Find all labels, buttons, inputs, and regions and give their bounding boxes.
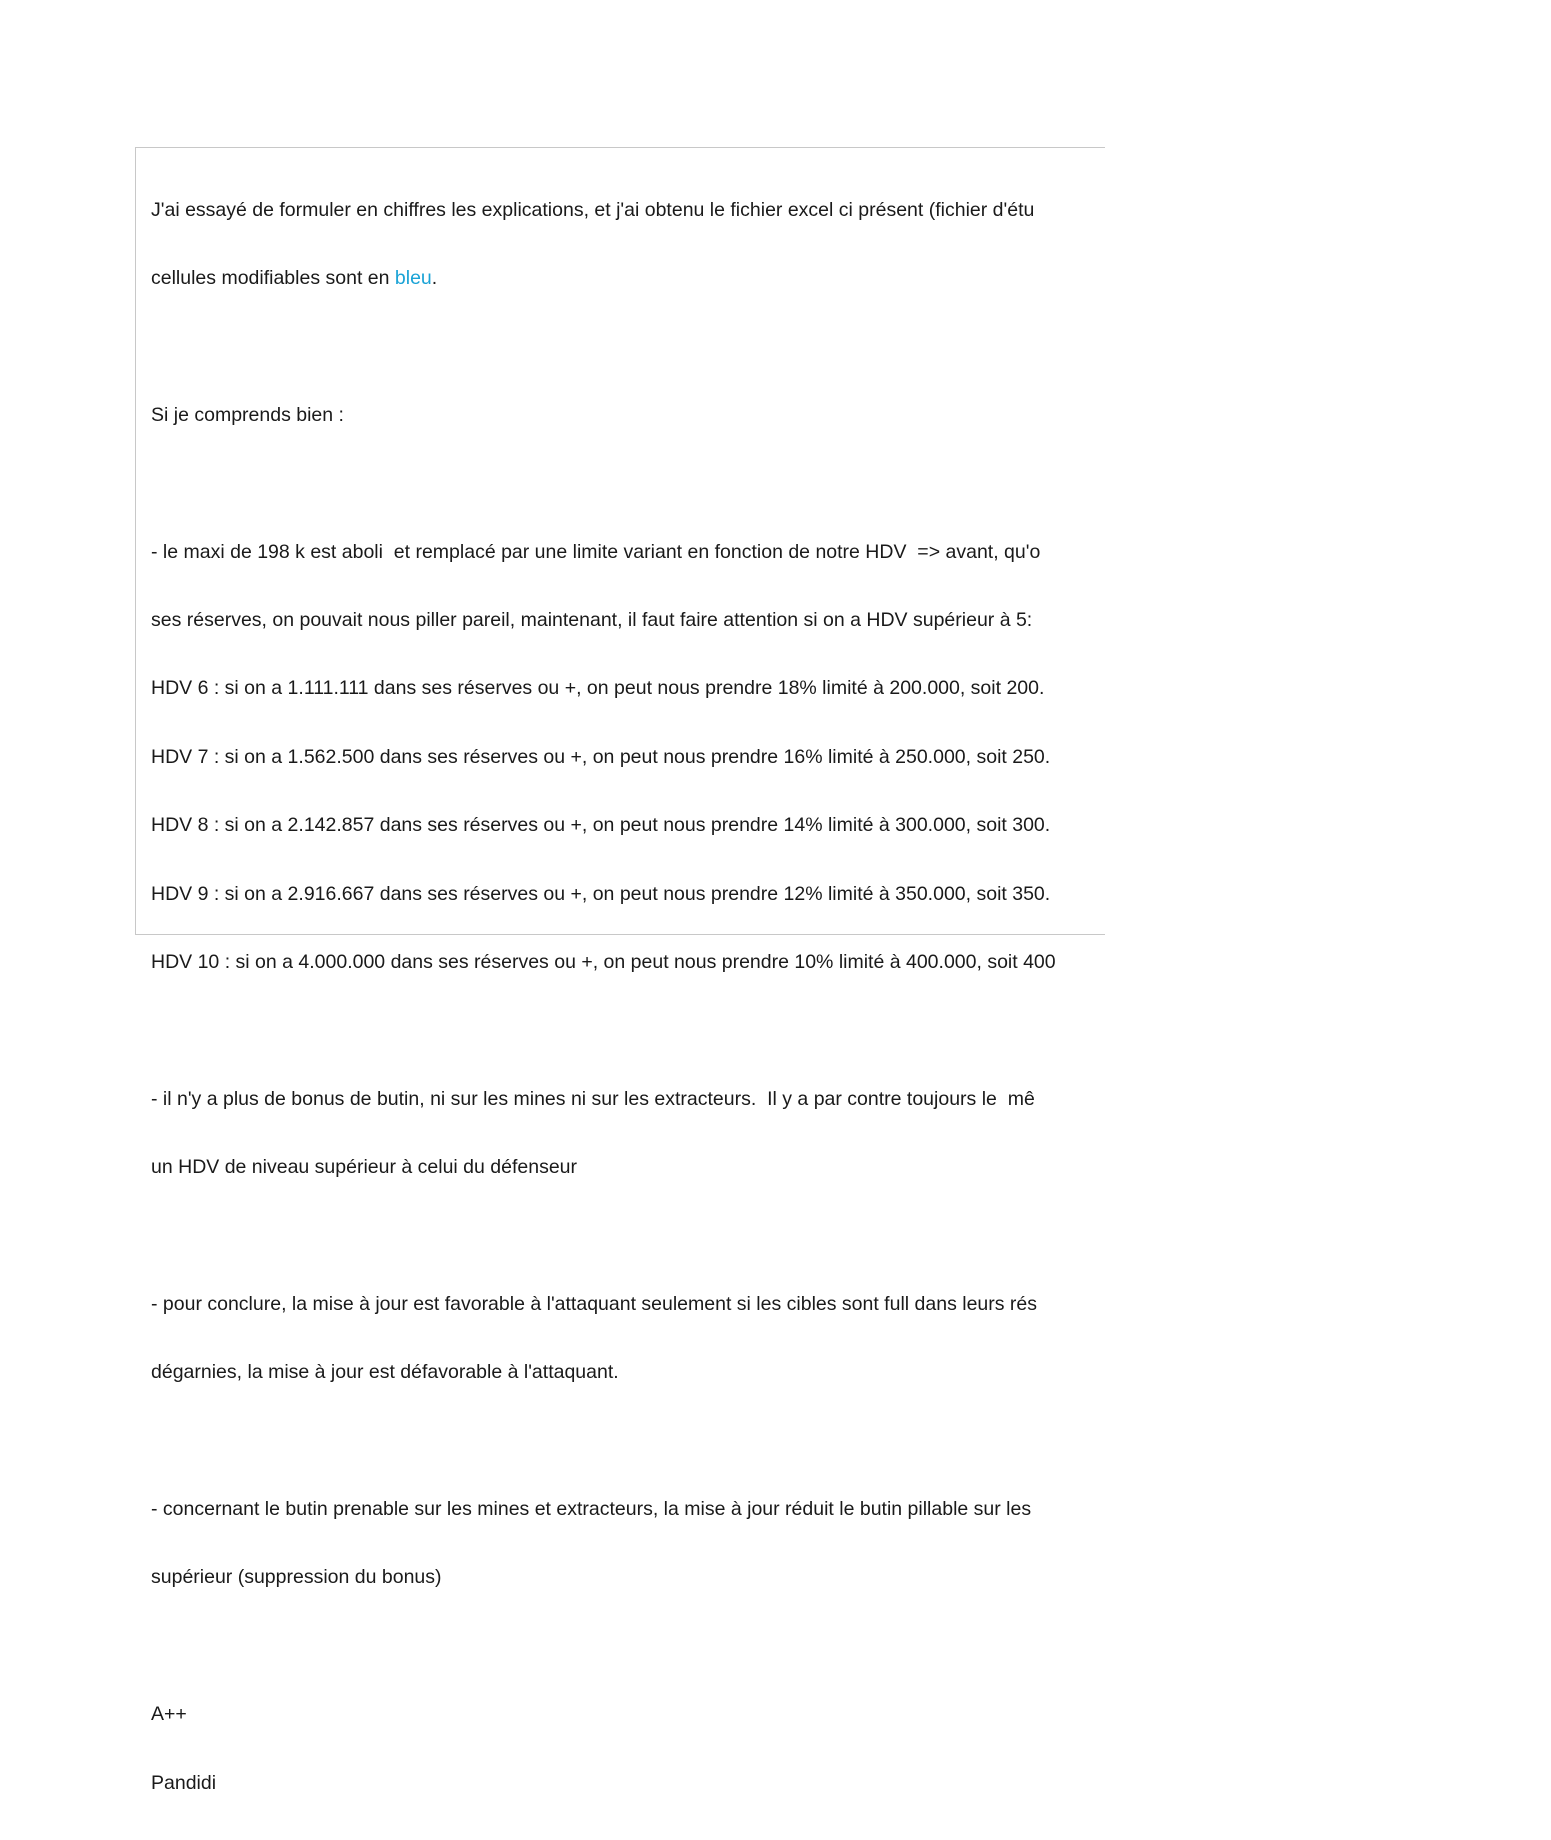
blank-line [151,1224,1551,1247]
paragraph-line: - concernant le butin prenable sur les mines et extracteurs, la mise à jour réduit le butin pillable sur les [151,1498,1032,1521]
blank-line [151,1635,1551,1658]
paragraph-line: - il n'y a plus de bonus de butin, ni sur les mines ni sur les extracteurs. Il y a par contre toujours le mê [151,1087,1035,1110]
paragraph-line: ses réserves, on pouvait nous piller pareil, maintenant, il faut faire attention si on a HDV supérieur à 5: [151,608,1033,631]
paragraph-line: J'ai essayé de formuler en chiffres les explications, et j'ai obtenu le fichier excel ci présent (fichier d'étu [151,198,1035,221]
signature-line: A++ [151,1703,187,1726]
hdv-line: HDV 8 : si on a 2.142.857 dans ses réserves ou +, on peut nous prendre 14% limité à 300.000, soit 300. [151,814,1051,837]
hdv-line: HDV 7 : si on a 1.562.500 dans ses réserves ou +, on peut nous prendre 16% limité à 250.000, soit 250. [151,745,1051,768]
paragraph-line [151,267,1551,290]
text-box [135,147,1105,1794]
blue-word: bleu [394,266,432,289]
hdv-line: HDV 6 : si on a 1.111.111 dans ses réserves ou +, on peut nous prendre 18% limité à 200.000, soit 200. [151,677,1045,700]
paragraph-line: dégarnies, la mise à jour est défavorable à l'attaquant. [151,1361,619,1384]
paragraph-line: Si je comprends bien : [151,403,344,426]
paragraph-line: - pour conclure, la mise à jour est favorable à l'attaquant seulement si les cibles sont full dans leurs rés [151,1292,1038,1315]
paragraph-line: supérieur (suppression du bonus) [151,1566,442,1589]
message-body [151,153,1551,1840]
paragraph-line: un HDV de niveau supérieur à celui du défenseur [151,1156,578,1179]
text-span: cellules modifiables sont en [151,266,395,289]
text-span: . [431,266,438,289]
blank-line [151,472,1551,495]
hdv-line: HDV 9 : si on a 2.916.667 dans ses réserves ou +, on peut nous prendre 12% limité à 350.000, soit 350. [151,882,1051,905]
blank-line [151,335,1551,358]
blank-line [151,1430,1551,1453]
blank-line [151,1019,1551,1042]
signature-name: Pandidi [151,1771,217,1794]
hdv-line: HDV 10 : si on a 4.000.000 dans ses réserves ou +, on peut nous prendre 10% limité à 400.000, soit 400 [151,950,1056,973]
paragraph-line: - le maxi de 198 k est aboli et remplacé par une limite variant en fonction de notre HDV => avant, qu'o [151,540,1041,563]
